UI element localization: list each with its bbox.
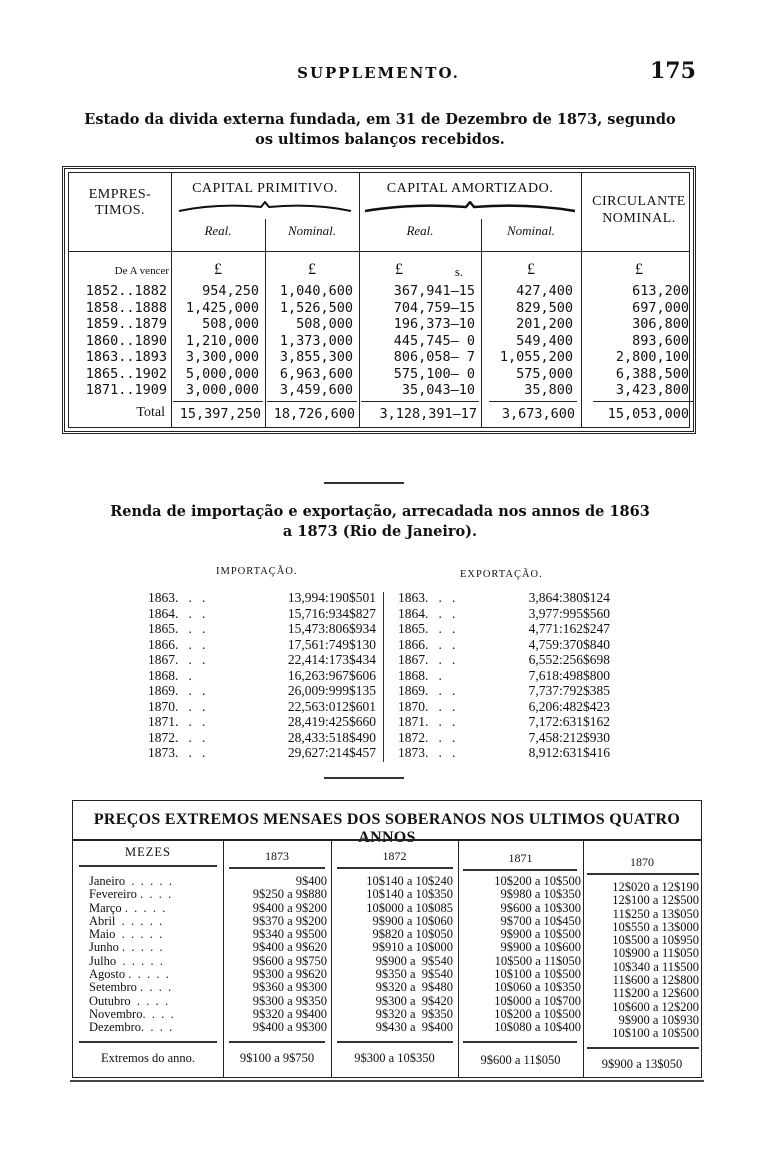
loan-periods-column: 1852..1882 1858..1888 1859..1879 1860..1890 1863..1893 1865..1902 1871..1909 (85, 283, 167, 398)
export-values: 3,864:380$124 3,977:995$560 4,771:162$247 4,759:370$840 6,552:256$698 7,618:498$800 7,737:792$385 6,206:482$423 7,172:631$162 7,458:212$930 8,912:631$416 (528, 590, 610, 760)
header-1871: 1871 (508, 851, 533, 865)
circulante-column: 613,200 697,000 306,800 893,600 2,800,100 6,388,500 3,423,800 (615, 283, 689, 398)
pound-symbol: £ (635, 261, 643, 278)
prices-1872-column: 10$140 a 10$240 10$140 a 10$350 10$000 a 10$085 9$900 a 10$060 9$820 a 10$050 9$910 a 10$000 9$900 a 9$540 9$350 a 9$540 9$320 a 9$480 9$300 a 9$420 9$320 a 9$350 9$430 a 9$400 (366, 874, 453, 1035)
header-capital-amortizado: CAPITAL AMORTIZADO. (386, 181, 554, 196)
total-cp-real: 15,397,250 (179, 406, 261, 422)
page-number: 175 (650, 58, 696, 84)
revenue-section-title (60, 502, 700, 542)
header-emprestimos: EMPRES- TIMOS. (88, 187, 152, 218)
header-capital-primitivo: CAPITAL PRIMITIVO. (192, 181, 338, 196)
ca-real-column: 367,941—15 704,759—15 196,373—10 445,745— 0 806,058— 7 575,100— 0 35,043—10 (393, 283, 475, 398)
revenue-title-line-1: Renda de importação e exportação, arrecadada nos annos de 1863 (110, 503, 650, 520)
pound-symbol: £ (214, 261, 222, 278)
extremes-1870: 9$900 a 13$050 (601, 1057, 683, 1071)
import-heading: IMPORTAÇÃO. (216, 566, 298, 577)
units-label: De A vencer (114, 265, 169, 277)
export-years: 1863. . . 1864. . . 1865. . . 1866. . . 1867. . . 1868. . 1869. . . 1870. . . 1871. . . 1872. . . 1873. . . (398, 590, 456, 760)
total-ca-real: 3,128,391—17 (379, 406, 477, 422)
months-column: Janeiro . . . . . Fevereiro . . . . Março . . . . . Abril . . . . . Maio . . . . . Junho . . . . . Julho . . . . . Agosto . . . . . Setembro . . . . Outubro . . . . Novembro. . . . Dezembro. . . . (89, 874, 174, 1035)
import-years: 1863. . . 1864. . . 1865. . . 1866. . . 1867. . . 1868. . 1869. . . 1870. . . 1871. . . 1872. . . 1873. . . (148, 590, 206, 760)
pound-symbol: £ (527, 261, 535, 278)
export-heading: EXPORTAÇÃO. (460, 569, 543, 580)
header-1872: 1872 (382, 849, 407, 863)
prices-1873-column: 9$400 9$250 a 9$880 9$400 a 9$200 9$370 a 9$200 9$340 a 9$500 9$400 a 9$620 9$600 a 9$750 9$300 a 9$620 9$360 a 9$300 9$300 a 9$350 9$320 a 9$400 9$400 a 9$300 (252, 874, 327, 1035)
brace-icon (363, 201, 577, 215)
section-divider (324, 777, 404, 779)
debt-section-title (60, 110, 700, 150)
header-circulante-nominal: CIRCULANTE NOMINAL. (592, 194, 686, 226)
ca-nominal-column: 427,400 829,500 201,200 549,400 1,055,200 575,000 35,800 (499, 283, 573, 398)
header-1870: 1870 (630, 855, 654, 869)
subheader-real: Real. (406, 223, 434, 238)
prices-1870-column: 12$020 a 12$190 12$100 a 12$500 11$250 a 13$050 10$550 a 13$000 10$500 a 10$950 10$900 a 11$050 10$340 a 11$500 11$600 a 12$800 11$200 a 12$600 10$600 a 12$200 9$900 a 10$930 10$100 a 10$500 (612, 880, 699, 1041)
total-cp-nominal: 18,726,600 (273, 406, 355, 422)
total-label: Total (136, 405, 165, 420)
section-divider (324, 482, 404, 484)
header-rule (69, 251, 689, 252)
pound-symbol: £ (395, 261, 403, 278)
debt-title-line-2: os ultimos balanços recebidos. (255, 131, 505, 148)
subheader-nominal: Nominal. (506, 223, 556, 238)
extremes-1872: 9$300 a 10$350 (354, 1051, 435, 1065)
total-circulante: 15,053,000 (607, 406, 689, 422)
prices-table-title: PREÇOS EXTREMOS MENSAES DOS SOBERANOS NOS ULTIMOS QUATRO ANNOS (93, 811, 681, 846)
cp-real-column: 954,250 1,425,000 508,000 1,210,000 3,300,000 5,000,000 3,000,000 (185, 283, 259, 398)
debt-title-line-1: Estado da divida externa fundada, em 31 de Dezembro de 1873, segundo (84, 111, 676, 128)
import-values: 13,994:190$501 15,716:934$827 15,473:806$934 17,561:749$130 22,414:173$434 16,263:967$606 26,009:999$135 22,563:012$601 28,419:425$660 28,433:518$490 29,627:214$457 (287, 590, 376, 760)
brace-icon (177, 201, 353, 215)
column-divider (383, 592, 384, 762)
running-title: SUPPLEMENTO. (297, 64, 460, 82)
extremes-label: Extremos do anno. (100, 1051, 196, 1065)
bottom-rule (70, 1080, 704, 1082)
pound-symbol: £ (308, 261, 316, 278)
extremes-1871: 9$600 a 11$050 (480, 1053, 561, 1067)
debt-table (62, 166, 696, 434)
total-ca-nominal: 3,673,600 (501, 406, 575, 422)
revenue-title-line-2: a 1873 (Rio de Janeiro). (282, 523, 478, 540)
prices-1871-column: 10$200 a 10$500 9$980 a 10$350 9$600 a 10$300 9$700 a 10$450 9$900 a 10$500 9$900 a 10$600 10$500 a 11$050 10$100 a 10$500 10$060 a 10$350 10$000 a 10$700 10$200 a 10$500 10$080 a 10$400 (494, 874, 581, 1035)
subheader-nominal: Nominal. (287, 223, 337, 238)
header-1873: 1873 (265, 849, 289, 863)
extremes-1873: 9$100 a 9$750 (239, 1051, 315, 1065)
cp-nominal-column: 1,040,600 1,526,500 508,000 1,373,000 3,855,300 6,963,600 3,459,600 (279, 283, 353, 398)
sovereign-prices-table (72, 800, 702, 1078)
shillings-symbol: s. (454, 264, 464, 279)
subheader-real: Real. (204, 223, 232, 238)
header-mezes: MEZES (125, 845, 171, 859)
